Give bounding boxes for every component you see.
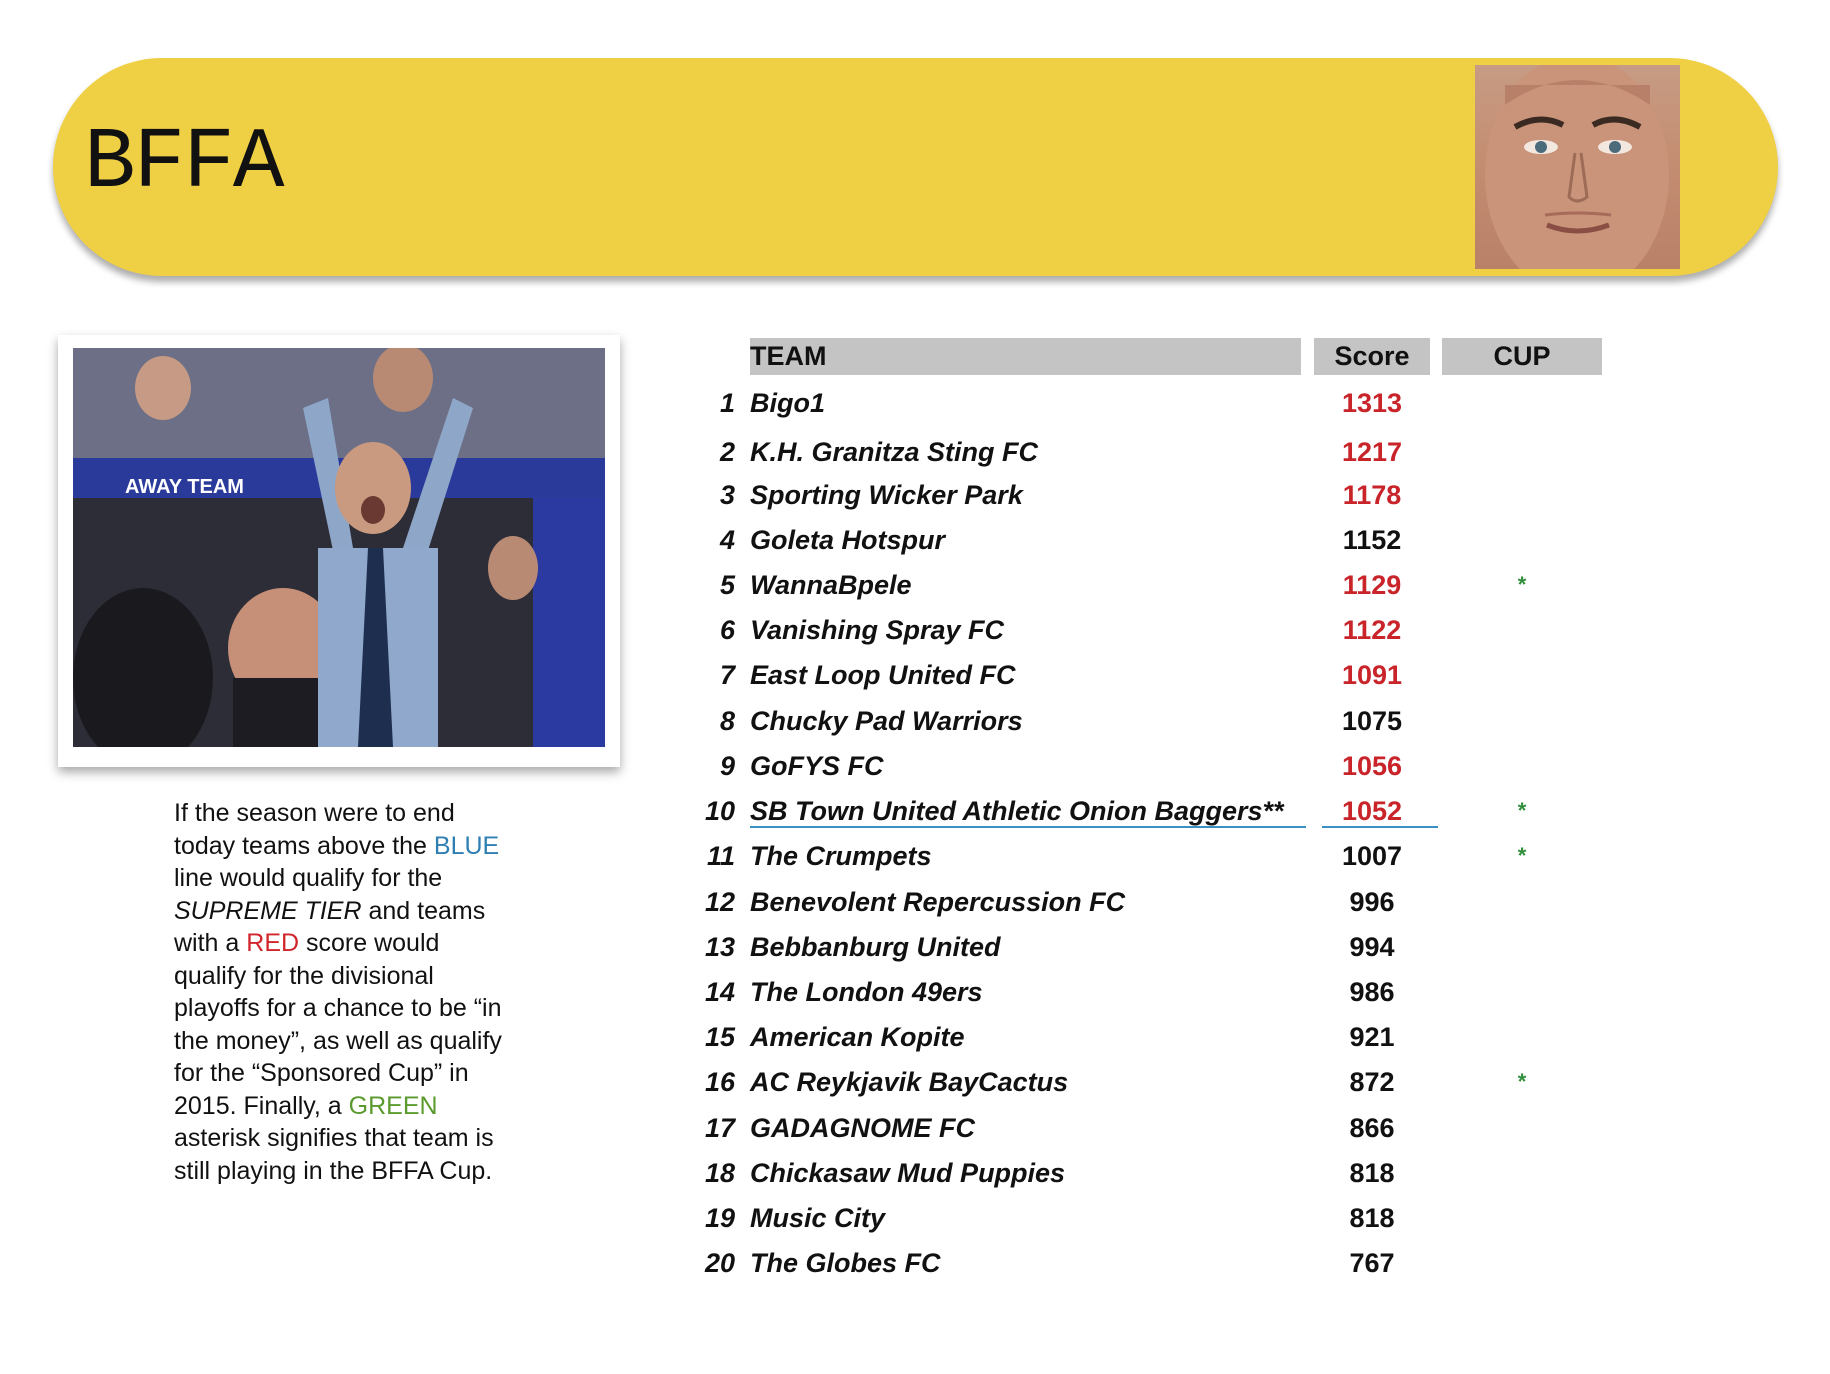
manager-portrait [1475, 65, 1680, 269]
face-illustration [1475, 65, 1680, 269]
note-red-word: RED [246, 929, 300, 957]
page-title: BFFA [84, 114, 283, 212]
row-team: East Loop United FC [750, 660, 1016, 690]
row-rank: 14 [704, 977, 735, 1007]
row-team: Goleta Hotspur [750, 525, 946, 555]
note-blue-word: BLUE [433, 831, 500, 860]
row-team: Chucky Pad Warriors [750, 706, 1023, 736]
header-cup: CUP [1442, 338, 1602, 375]
row-score: 921 [1349, 1022, 1395, 1052]
row-rank: 5 [719, 570, 735, 600]
row-score: 1075 [1341, 706, 1403, 736]
note-text-4: score would qualify for the divisional playoffs for a chance to be “in the money”, as well as qualify for the “Sponsored Cup” in 2015. Finally, a [174, 929, 502, 1120]
celebration-photo [73, 348, 605, 747]
table-row [690, 882, 1640, 922]
row-team: Music City [750, 1203, 886, 1233]
row-score: 1313 [1341, 388, 1403, 418]
row-rank: 16 [704, 1067, 735, 1097]
row-team: Benevolent Repercussion FC [750, 887, 1126, 917]
row-team: AC Reykjavik BayCactus [750, 1067, 1069, 1097]
row-team: GoFYS FC [750, 751, 884, 781]
table-row [690, 475, 1640, 515]
row-rank: 12 [704, 887, 735, 917]
row-score: 994 [1349, 932, 1395, 962]
header-score: Score [1314, 338, 1430, 375]
row-score: 818 [1349, 1203, 1395, 1233]
row-rank: 3 [719, 480, 735, 510]
table-row [690, 655, 1640, 695]
blue-line-score [1322, 826, 1438, 828]
table-row [690, 1108, 1640, 1148]
row-team: GADAGNOME FC [750, 1113, 975, 1143]
row-score: 1129 [1342, 570, 1402, 600]
row-rank: 8 [719, 706, 735, 736]
row-score: 986 [1349, 977, 1395, 1007]
row-cup-asterisk: * [1517, 843, 1527, 868]
row-team: The London 49ers [750, 977, 983, 1007]
row-cup-asterisk: * [1517, 1069, 1527, 1094]
blue-line-team [750, 826, 1306, 828]
row-rank: 11 [706, 841, 735, 871]
note-text-1: If the season were to end today teams above the [174, 799, 455, 860]
table-row [690, 791, 1640, 831]
row-cup-asterisk: * [1517, 572, 1527, 597]
row-rank: 2 [719, 437, 735, 467]
table-row [690, 432, 1640, 472]
explanation-note [174, 797, 514, 1187]
row-rank: 19 [704, 1203, 735, 1233]
note-green-word: GREEN [348, 1091, 438, 1120]
table-row [690, 1243, 1640, 1283]
row-score: 1122 [1342, 615, 1402, 645]
table-row [690, 746, 1640, 786]
row-rank: 15 [704, 1022, 735, 1052]
row-team: Sporting Wicker Park [750, 480, 1023, 510]
table-row [690, 972, 1640, 1012]
row-team: Bigo1 [750, 388, 826, 418]
row-team: The Crumpets [750, 841, 932, 871]
table-row [690, 610, 1640, 650]
row-rank: 1 [719, 388, 735, 418]
row-score: 1091 [1341, 660, 1403, 690]
row-score: 1007 [1341, 841, 1403, 871]
row-rank: 13 [704, 932, 735, 962]
away-team-sign: AWAY TEAM [125, 476, 244, 498]
row-score: 1178 [1342, 480, 1402, 510]
table-row [690, 927, 1640, 967]
table-row [690, 701, 1640, 741]
table-row [690, 565, 1640, 605]
row-rank: 6 [719, 615, 735, 645]
row-score: 818 [1349, 1158, 1395, 1188]
row-cup-asterisk: * [1517, 798, 1527, 823]
photo-frame [58, 335, 620, 767]
row-rank: 10 [704, 796, 735, 826]
table-row [690, 1062, 1640, 1102]
row-team: K.H. Granitza Sting FC [750, 437, 1039, 467]
row-score: 1056 [1341, 751, 1403, 781]
row-score: 996 [1349, 887, 1395, 917]
row-score: 1217 [1341, 437, 1403, 467]
row-rank: 20 [704, 1248, 735, 1278]
row-team: WannaBpele [750, 570, 912, 600]
table-row [690, 383, 1640, 423]
row-team: Bebbanburg United [750, 932, 1001, 962]
row-team: Chickasaw Mud Puppies [750, 1158, 1066, 1188]
table-row [690, 1017, 1640, 1057]
row-team: Vanishing Spray FC [750, 615, 1005, 645]
note-text-3: and teams with a [174, 896, 486, 957]
row-team: American Kopite [750, 1022, 965, 1052]
table-row [690, 836, 1640, 876]
table-row [690, 1153, 1640, 1193]
note-italic-tier: SUPREME TIER [174, 896, 362, 925]
header-team: TEAM [750, 338, 1301, 375]
row-score: 872 [1349, 1067, 1395, 1097]
row-rank: 7 [719, 660, 735, 690]
row-rank: 17 [704, 1113, 735, 1143]
table-row [690, 520, 1640, 560]
row-team: The Globes FC [750, 1248, 941, 1278]
row-score: 767 [1349, 1248, 1395, 1278]
note-text-2: line would qualify for the [174, 864, 443, 892]
table-row [690, 1198, 1640, 1238]
row-score: 1152 [1342, 525, 1402, 555]
row-team: SB Town United Athletic Onion Baggers** [750, 796, 1284, 826]
row-rank: 9 [719, 751, 735, 781]
row-rank: 18 [704, 1158, 735, 1188]
row-score: 1052 [1341, 796, 1403, 826]
row-rank: 4 [719, 525, 735, 555]
note-text-5: asterisk signifies that team is still playing in the BFFA Cup. [174, 1124, 494, 1185]
row-score: 866 [1349, 1113, 1395, 1143]
